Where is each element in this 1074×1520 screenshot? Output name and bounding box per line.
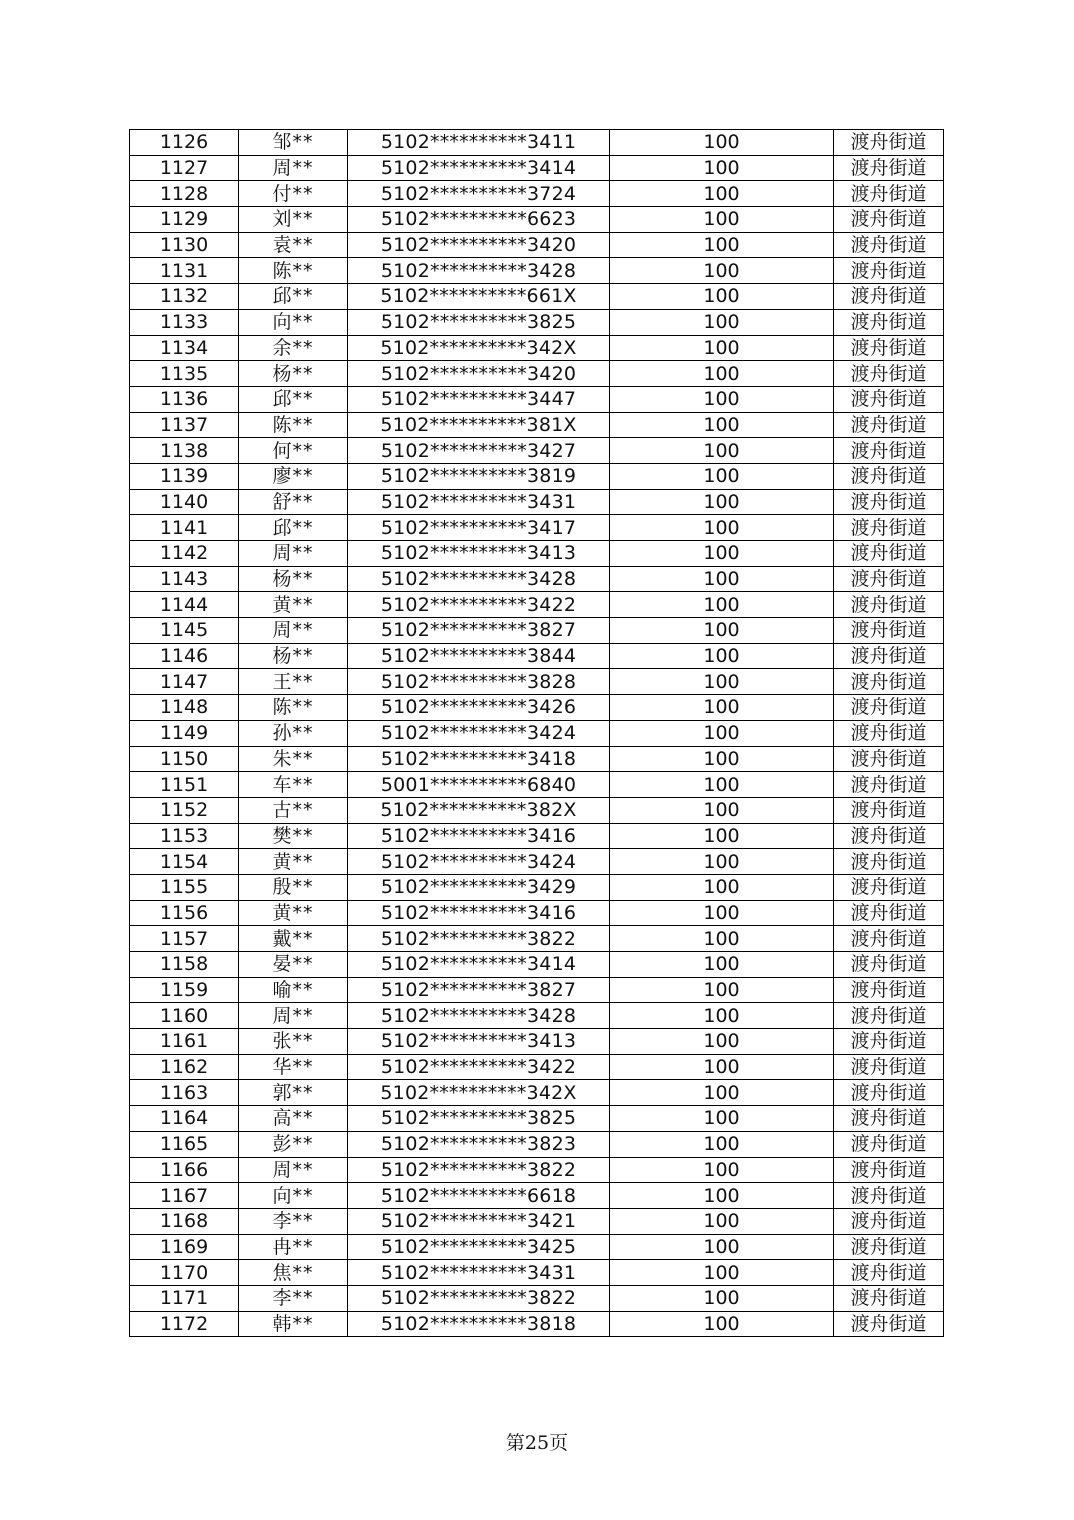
table-row bbox=[130, 207, 944, 233]
table-row bbox=[130, 284, 944, 310]
name-cell: 杨** bbox=[239, 643, 348, 669]
table-row bbox=[130, 1054, 944, 1080]
serial-number-cell: 1131 bbox=[130, 258, 239, 284]
amount-cell: 100 bbox=[610, 823, 834, 849]
id-number-cell: 5102**********342X bbox=[348, 335, 610, 361]
name-cell: 何** bbox=[239, 438, 348, 464]
id-number-cell: 5102**********3413 bbox=[348, 541, 610, 567]
name-cell: 殷** bbox=[239, 874, 348, 900]
serial-number-cell: 1141 bbox=[130, 515, 239, 541]
street-cell: 渡舟街道 bbox=[834, 618, 944, 644]
street-cell: 渡舟街道 bbox=[834, 1054, 944, 1080]
street-cell: 渡舟街道 bbox=[834, 361, 944, 387]
serial-number-cell: 1155 bbox=[130, 874, 239, 900]
name-cell: 樊** bbox=[239, 823, 348, 849]
serial-number-cell: 1130 bbox=[130, 232, 239, 258]
street-cell: 渡舟街道 bbox=[834, 463, 944, 489]
table-row bbox=[130, 438, 944, 464]
table-row bbox=[130, 1157, 944, 1183]
amount-cell: 100 bbox=[610, 258, 834, 284]
id-number-cell: 5102**********3420 bbox=[348, 361, 610, 387]
table-row bbox=[130, 1311, 944, 1337]
table-row bbox=[130, 232, 944, 258]
table-row bbox=[130, 849, 944, 875]
id-number-cell: 5102**********3447 bbox=[348, 386, 610, 412]
id-number-cell: 5102**********3825 bbox=[348, 1106, 610, 1132]
table-row bbox=[130, 952, 944, 978]
table-row bbox=[130, 181, 944, 207]
street-cell: 渡舟街道 bbox=[834, 746, 944, 772]
serial-number-cell: 1156 bbox=[130, 900, 239, 926]
serial-number-cell: 1146 bbox=[130, 643, 239, 669]
amount-cell: 100 bbox=[610, 1080, 834, 1106]
street-cell: 渡舟街道 bbox=[834, 335, 944, 361]
serial-number-cell: 1144 bbox=[130, 592, 239, 618]
serial-number-cell: 1134 bbox=[130, 335, 239, 361]
street-cell: 渡舟街道 bbox=[834, 1106, 944, 1132]
table-row bbox=[130, 618, 944, 644]
id-number-cell: 5102**********3428 bbox=[348, 1003, 610, 1029]
street-cell: 渡舟街道 bbox=[834, 438, 944, 464]
street-cell: 渡舟街道 bbox=[834, 207, 944, 233]
id-number-cell: 5102**********3413 bbox=[348, 1029, 610, 1055]
id-number-cell: 5102**********3428 bbox=[348, 566, 610, 592]
name-cell: 陈** bbox=[239, 695, 348, 721]
table-row bbox=[130, 361, 944, 387]
serial-number-cell: 1152 bbox=[130, 797, 239, 823]
amount-cell: 100 bbox=[610, 207, 834, 233]
name-cell: 冉** bbox=[239, 1234, 348, 1260]
table-row bbox=[130, 258, 944, 284]
amount-cell: 100 bbox=[610, 1285, 834, 1311]
amount-cell: 100 bbox=[610, 361, 834, 387]
table-row bbox=[130, 1080, 944, 1106]
serial-number-cell: 1170 bbox=[130, 1260, 239, 1286]
table-row bbox=[130, 489, 944, 515]
name-cell: 郭** bbox=[239, 1080, 348, 1106]
street-cell: 渡舟街道 bbox=[834, 1080, 944, 1106]
serial-number-cell: 1160 bbox=[130, 1003, 239, 1029]
street-cell: 渡舟街道 bbox=[834, 1311, 944, 1337]
amount-cell: 100 bbox=[610, 952, 834, 978]
id-number-cell: 5102**********3414 bbox=[348, 952, 610, 978]
table-row bbox=[130, 130, 944, 156]
street-cell: 渡舟街道 bbox=[834, 258, 944, 284]
table-row bbox=[130, 541, 944, 567]
id-number-cell: 5102**********3416 bbox=[348, 823, 610, 849]
id-number-cell: 5102**********3822 bbox=[348, 1157, 610, 1183]
name-cell: 戴** bbox=[239, 926, 348, 952]
table-row bbox=[130, 566, 944, 592]
amount-cell: 100 bbox=[610, 977, 834, 1003]
amount-cell: 100 bbox=[610, 155, 834, 181]
name-cell: 陈** bbox=[239, 412, 348, 438]
table-row bbox=[130, 1131, 944, 1157]
amount-cell: 100 bbox=[610, 335, 834, 361]
serial-number-cell: 1171 bbox=[130, 1285, 239, 1311]
id-number-cell: 5102**********6618 bbox=[348, 1183, 610, 1209]
serial-number-cell: 1165 bbox=[130, 1131, 239, 1157]
amount-cell: 100 bbox=[610, 438, 834, 464]
serial-number-cell: 1162 bbox=[130, 1054, 239, 1080]
amount-cell: 100 bbox=[610, 900, 834, 926]
id-number-cell: 5102**********3431 bbox=[348, 489, 610, 515]
table-row bbox=[130, 155, 944, 181]
name-cell: 高** bbox=[239, 1106, 348, 1132]
serial-number-cell: 1132 bbox=[130, 284, 239, 310]
name-cell: 向** bbox=[239, 309, 348, 335]
id-number-cell: 5102**********381X bbox=[348, 412, 610, 438]
id-number-cell: 5102**********3420 bbox=[348, 232, 610, 258]
amount-cell: 100 bbox=[610, 1106, 834, 1132]
amount-cell: 100 bbox=[610, 926, 834, 952]
amount-cell: 100 bbox=[610, 1131, 834, 1157]
table-row bbox=[130, 797, 944, 823]
id-number-cell: 5102**********3425 bbox=[348, 1234, 610, 1260]
street-cell: 渡舟街道 bbox=[834, 1260, 944, 1286]
serial-number-cell: 1127 bbox=[130, 155, 239, 181]
table-row bbox=[130, 823, 944, 849]
name-cell: 周** bbox=[239, 1157, 348, 1183]
name-cell: 华** bbox=[239, 1054, 348, 1080]
id-number-cell: 5102**********3828 bbox=[348, 669, 610, 695]
street-cell: 渡舟街道 bbox=[834, 489, 944, 515]
id-number-cell: 5102**********3422 bbox=[348, 592, 610, 618]
name-cell: 杨** bbox=[239, 361, 348, 387]
serial-number-cell: 1163 bbox=[130, 1080, 239, 1106]
street-cell: 渡舟街道 bbox=[834, 849, 944, 875]
street-cell: 渡舟街道 bbox=[834, 155, 944, 181]
street-cell: 渡舟街道 bbox=[834, 1183, 944, 1209]
street-cell: 渡舟街道 bbox=[834, 1234, 944, 1260]
serial-number-cell: 1137 bbox=[130, 412, 239, 438]
id-number-cell: 5102**********3422 bbox=[348, 1054, 610, 1080]
roster-table-body bbox=[130, 130, 944, 1337]
street-cell: 渡舟街道 bbox=[834, 284, 944, 310]
id-number-cell: 5102**********3424 bbox=[348, 720, 610, 746]
amount-cell: 100 bbox=[610, 1208, 834, 1234]
amount-cell: 100 bbox=[610, 489, 834, 515]
amount-cell: 100 bbox=[610, 412, 834, 438]
street-cell: 渡舟街道 bbox=[834, 695, 944, 721]
id-number-cell: 5102**********3825 bbox=[348, 309, 610, 335]
name-cell: 晏** bbox=[239, 952, 348, 978]
id-number-cell: 5102**********3827 bbox=[348, 618, 610, 644]
id-number-cell: 5102**********3431 bbox=[348, 1260, 610, 1286]
id-number-cell: 5102**********3827 bbox=[348, 977, 610, 1003]
name-cell: 周** bbox=[239, 541, 348, 567]
serial-number-cell: 1153 bbox=[130, 823, 239, 849]
id-number-cell: 5102**********342X bbox=[348, 1080, 610, 1106]
name-cell: 韩** bbox=[239, 1311, 348, 1337]
name-cell: 张** bbox=[239, 1029, 348, 1055]
amount-cell: 100 bbox=[610, 1183, 834, 1209]
street-cell: 渡舟街道 bbox=[834, 643, 944, 669]
table-row bbox=[130, 335, 944, 361]
id-number-cell: 5102**********3822 bbox=[348, 1285, 610, 1311]
name-cell: 邹** bbox=[239, 130, 348, 156]
table-row bbox=[130, 1234, 944, 1260]
table-row bbox=[130, 592, 944, 618]
amount-cell: 100 bbox=[610, 386, 834, 412]
street-cell: 渡舟街道 bbox=[834, 669, 944, 695]
table-row bbox=[130, 412, 944, 438]
table-row bbox=[130, 746, 944, 772]
id-number-cell: 5001**********6840 bbox=[348, 772, 610, 798]
name-cell: 古** bbox=[239, 797, 348, 823]
name-cell: 邱** bbox=[239, 386, 348, 412]
id-number-cell: 5102**********3428 bbox=[348, 258, 610, 284]
name-cell: 刘** bbox=[239, 207, 348, 233]
amount-cell: 100 bbox=[610, 541, 834, 567]
table-row bbox=[130, 643, 944, 669]
amount-cell: 100 bbox=[610, 1029, 834, 1055]
name-cell: 彭** bbox=[239, 1131, 348, 1157]
serial-number-cell: 1164 bbox=[130, 1106, 239, 1132]
id-number-cell: 5102**********3818 bbox=[348, 1311, 610, 1337]
id-number-cell: 5102**********382X bbox=[348, 797, 610, 823]
amount-cell: 100 bbox=[610, 1003, 834, 1029]
street-cell: 渡舟街道 bbox=[834, 386, 944, 412]
serial-number-cell: 1135 bbox=[130, 361, 239, 387]
street-cell: 渡舟街道 bbox=[834, 566, 944, 592]
table-row bbox=[130, 772, 944, 798]
name-cell: 余** bbox=[239, 335, 348, 361]
street-cell: 渡舟街道 bbox=[834, 874, 944, 900]
id-number-cell: 5102**********3429 bbox=[348, 874, 610, 900]
serial-number-cell: 1161 bbox=[130, 1029, 239, 1055]
table-row bbox=[130, 1208, 944, 1234]
table-row bbox=[130, 309, 944, 335]
amount-cell: 100 bbox=[610, 695, 834, 721]
name-cell: 周** bbox=[239, 155, 348, 181]
amount-cell: 100 bbox=[610, 1311, 834, 1337]
id-number-cell: 5102**********6623 bbox=[348, 207, 610, 233]
amount-cell: 100 bbox=[610, 874, 834, 900]
serial-number-cell: 1154 bbox=[130, 849, 239, 875]
serial-number-cell: 1143 bbox=[130, 566, 239, 592]
serial-number-cell: 1149 bbox=[130, 720, 239, 746]
street-cell: 渡舟街道 bbox=[834, 515, 944, 541]
serial-number-cell: 1142 bbox=[130, 541, 239, 567]
serial-number-cell: 1145 bbox=[130, 618, 239, 644]
serial-number-cell: 1139 bbox=[130, 463, 239, 489]
amount-cell: 100 bbox=[610, 592, 834, 618]
amount-cell: 100 bbox=[610, 130, 834, 156]
page-number: 第25页 bbox=[505, 1432, 569, 1454]
name-cell: 黄** bbox=[239, 849, 348, 875]
amount-cell: 100 bbox=[610, 566, 834, 592]
amount-cell: 100 bbox=[610, 232, 834, 258]
serial-number-cell: 1140 bbox=[130, 489, 239, 515]
id-number-cell: 5102**********3426 bbox=[348, 695, 610, 721]
amount-cell: 100 bbox=[610, 669, 834, 695]
street-cell: 渡舟街道 bbox=[834, 1285, 944, 1311]
street-cell: 渡舟街道 bbox=[834, 900, 944, 926]
name-cell: 朱** bbox=[239, 746, 348, 772]
table-row bbox=[130, 463, 944, 489]
id-number-cell: 5102**********3416 bbox=[348, 900, 610, 926]
amount-cell: 100 bbox=[610, 1234, 834, 1260]
table-row bbox=[130, 900, 944, 926]
street-cell: 渡舟街道 bbox=[834, 541, 944, 567]
amount-cell: 100 bbox=[610, 746, 834, 772]
name-cell: 付** bbox=[239, 181, 348, 207]
name-cell: 邱** bbox=[239, 515, 348, 541]
serial-number-cell: 1157 bbox=[130, 926, 239, 952]
street-cell: 渡舟街道 bbox=[834, 1208, 944, 1234]
name-cell: 李** bbox=[239, 1208, 348, 1234]
street-cell: 渡舟街道 bbox=[834, 772, 944, 798]
serial-number-cell: 1126 bbox=[130, 130, 239, 156]
id-number-cell: 5102**********3418 bbox=[348, 746, 610, 772]
id-number-cell: 5102**********661X bbox=[348, 284, 610, 310]
name-cell: 周** bbox=[239, 1003, 348, 1029]
street-cell: 渡舟街道 bbox=[834, 130, 944, 156]
street-cell: 渡舟街道 bbox=[834, 592, 944, 618]
serial-number-cell: 1158 bbox=[130, 952, 239, 978]
table-row bbox=[130, 1285, 944, 1311]
id-number-cell: 5102**********3424 bbox=[348, 849, 610, 875]
name-cell: 邱** bbox=[239, 284, 348, 310]
id-number-cell: 5102**********3724 bbox=[348, 181, 610, 207]
serial-number-cell: 1166 bbox=[130, 1157, 239, 1183]
name-cell: 车** bbox=[239, 772, 348, 798]
serial-number-cell: 1128 bbox=[130, 181, 239, 207]
street-cell: 渡舟街道 bbox=[834, 232, 944, 258]
name-cell: 喻** bbox=[239, 977, 348, 1003]
name-cell: 黄** bbox=[239, 592, 348, 618]
street-cell: 渡舟街道 bbox=[834, 181, 944, 207]
id-number-cell: 5102**********3411 bbox=[348, 130, 610, 156]
id-number-cell: 5102**********3421 bbox=[348, 1208, 610, 1234]
amount-cell: 100 bbox=[610, 643, 834, 669]
street-cell: 渡舟街道 bbox=[834, 1131, 944, 1157]
table-row bbox=[130, 926, 944, 952]
table-row bbox=[130, 874, 944, 900]
table-row bbox=[130, 386, 944, 412]
amount-cell: 100 bbox=[610, 309, 834, 335]
name-cell: 舒** bbox=[239, 489, 348, 515]
street-cell: 渡舟街道 bbox=[834, 720, 944, 746]
amount-cell: 100 bbox=[610, 1260, 834, 1286]
amount-cell: 100 bbox=[610, 284, 834, 310]
name-cell: 焦** bbox=[239, 1260, 348, 1286]
amount-cell: 100 bbox=[610, 618, 834, 644]
street-cell: 渡舟街道 bbox=[834, 952, 944, 978]
street-cell: 渡舟街道 bbox=[834, 1029, 944, 1055]
serial-number-cell: 1168 bbox=[130, 1208, 239, 1234]
name-cell: 孙** bbox=[239, 720, 348, 746]
table-row bbox=[130, 977, 944, 1003]
table-row bbox=[130, 695, 944, 721]
serial-number-cell: 1138 bbox=[130, 438, 239, 464]
table-row bbox=[130, 720, 944, 746]
name-cell: 黄** bbox=[239, 900, 348, 926]
id-number-cell: 5102**********3417 bbox=[348, 515, 610, 541]
name-cell: 杨** bbox=[239, 566, 348, 592]
table-row bbox=[130, 1260, 944, 1286]
serial-number-cell: 1147 bbox=[130, 669, 239, 695]
name-cell: 陈** bbox=[239, 258, 348, 284]
name-cell: 向** bbox=[239, 1183, 348, 1209]
street-cell: 渡舟街道 bbox=[834, 1003, 944, 1029]
serial-number-cell: 1133 bbox=[130, 309, 239, 335]
serial-number-cell: 1172 bbox=[130, 1311, 239, 1337]
street-cell: 渡舟街道 bbox=[834, 823, 944, 849]
serial-number-cell: 1136 bbox=[130, 386, 239, 412]
name-cell: 廖** bbox=[239, 463, 348, 489]
street-cell: 渡舟街道 bbox=[834, 412, 944, 438]
amount-cell: 100 bbox=[610, 515, 834, 541]
amount-cell: 100 bbox=[610, 1157, 834, 1183]
serial-number-cell: 1148 bbox=[130, 695, 239, 721]
id-number-cell: 5102**********3819 bbox=[348, 463, 610, 489]
serial-number-cell: 1167 bbox=[130, 1183, 239, 1209]
amount-cell: 100 bbox=[610, 181, 834, 207]
street-cell: 渡舟街道 bbox=[834, 797, 944, 823]
street-cell: 渡舟街道 bbox=[834, 977, 944, 1003]
id-number-cell: 5102**********3414 bbox=[348, 155, 610, 181]
street-cell: 渡舟街道 bbox=[834, 926, 944, 952]
amount-cell: 100 bbox=[610, 1054, 834, 1080]
serial-number-cell: 1169 bbox=[130, 1234, 239, 1260]
street-cell: 渡舟街道 bbox=[834, 1157, 944, 1183]
amount-cell: 100 bbox=[610, 463, 834, 489]
serial-number-cell: 1151 bbox=[130, 772, 239, 798]
street-cell: 渡舟街道 bbox=[834, 309, 944, 335]
id-number-cell: 5102**********3427 bbox=[348, 438, 610, 464]
serial-number-cell: 1150 bbox=[130, 746, 239, 772]
serial-number-cell: 1129 bbox=[130, 207, 239, 233]
serial-number-cell: 1159 bbox=[130, 977, 239, 1003]
amount-cell: 100 bbox=[610, 720, 834, 746]
roster-table bbox=[129, 129, 944, 1337]
table-row bbox=[130, 515, 944, 541]
amount-cell: 100 bbox=[610, 797, 834, 823]
id-number-cell: 5102**********3822 bbox=[348, 926, 610, 952]
amount-cell: 100 bbox=[610, 849, 834, 875]
table-row bbox=[130, 1183, 944, 1209]
table-row bbox=[130, 669, 944, 695]
amount-cell: 100 bbox=[610, 772, 834, 798]
table-row bbox=[130, 1029, 944, 1055]
table-row bbox=[130, 1106, 944, 1132]
id-number-cell: 5102**********3844 bbox=[348, 643, 610, 669]
id-number-cell: 5102**********3823 bbox=[348, 1131, 610, 1157]
name-cell: 王** bbox=[239, 669, 348, 695]
name-cell: 袁** bbox=[239, 232, 348, 258]
name-cell: 周** bbox=[239, 618, 348, 644]
name-cell: 李** bbox=[239, 1285, 348, 1311]
table-row bbox=[130, 1003, 944, 1029]
